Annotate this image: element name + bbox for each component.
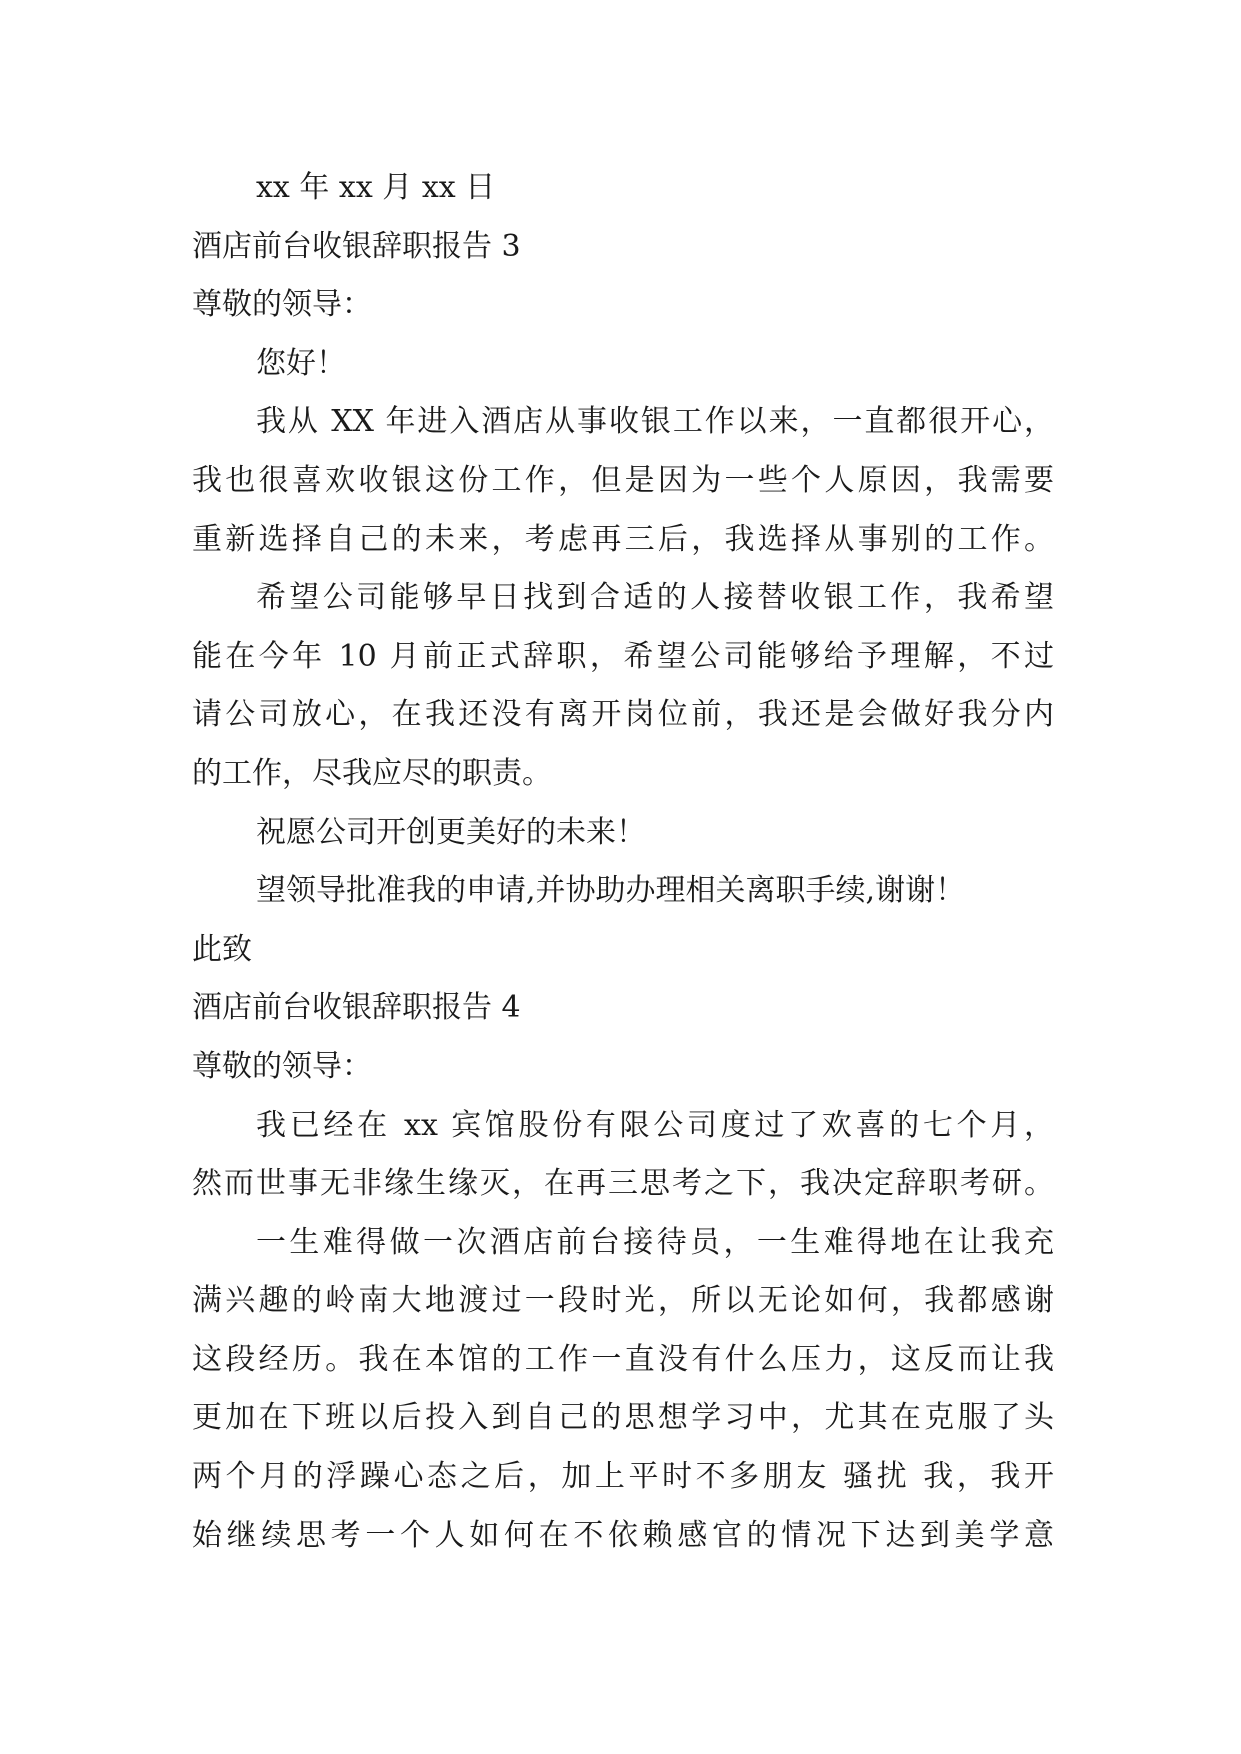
document-line: 尊敬的领导： xyxy=(192,287,372,323)
document-line: 两个月的浮躁心态之后，加上平时不多朋友 骚扰 我，我开 xyxy=(192,1459,1054,1495)
document-line: 酒店前台收银辞职报告 3 xyxy=(192,228,521,264)
document-line: 更加在下班以后投入到自己的思想学习中，尤其在克服了头 xyxy=(192,1400,1054,1436)
document-line: 此致 xyxy=(192,931,252,967)
document-line: 酒店前台收银辞职报告 4 xyxy=(192,990,521,1026)
document-line: 我已经在 xx 宾馆股份有限公司度过了欢喜的七个月， xyxy=(256,1107,1054,1143)
document-line: 希望公司能够早日找到合适的人接替收银工作，我希望 xyxy=(256,580,1054,616)
document-line: 尊敬的领导： xyxy=(192,1048,372,1084)
document-line: 始继续思考一个人如何在不依赖感官的情况下达到美学意 xyxy=(192,1517,1054,1553)
document-line: 祝愿公司开创更美好的未来！ xyxy=(256,814,646,850)
document-line: 一生难得做一次酒店前台接待员，一生难得地在让我充 xyxy=(256,1224,1054,1260)
document-line: 我也很喜欢收银这份工作，但是因为一些个人原因，我需要 xyxy=(192,462,1054,498)
document-line: 满兴趣的岭南大地渡过一段时光，所以无论如何，我都感谢 xyxy=(192,1283,1054,1319)
document-line: 的工作，尽我应尽的职责。 xyxy=(192,755,552,791)
document-line: 请公司放心，在我还没有离开岗位前，我还是会做好我分内 xyxy=(192,697,1054,733)
document-line: 重新选择自己的未来，考虑再三后，我选择从事别的工作。 xyxy=(192,521,1054,557)
document-line: xx 年 xx 月 xx 日 xyxy=(256,170,496,205)
document-line: 我从 XX 年进入酒店从事收银工作以来，一直都很开心， xyxy=(256,404,1054,440)
document-line: 这段经历。我在本馆的工作一直没有什么压力，这反而让我 xyxy=(192,1341,1054,1377)
document-line: 望领导批准我的申请,并协助办理相关离职手续,谢谢！ xyxy=(256,873,966,909)
document-line: 然而世事无非缘生缘灭，在再三思考之下，我决定辞职考研。 xyxy=(192,1166,1054,1202)
document-body xyxy=(192,159,1072,1565)
document-line: 您好！ xyxy=(256,345,346,381)
document-line: 能在今年 10 月前正式辞职，希望公司能够给予理解，不过 xyxy=(192,638,1054,674)
